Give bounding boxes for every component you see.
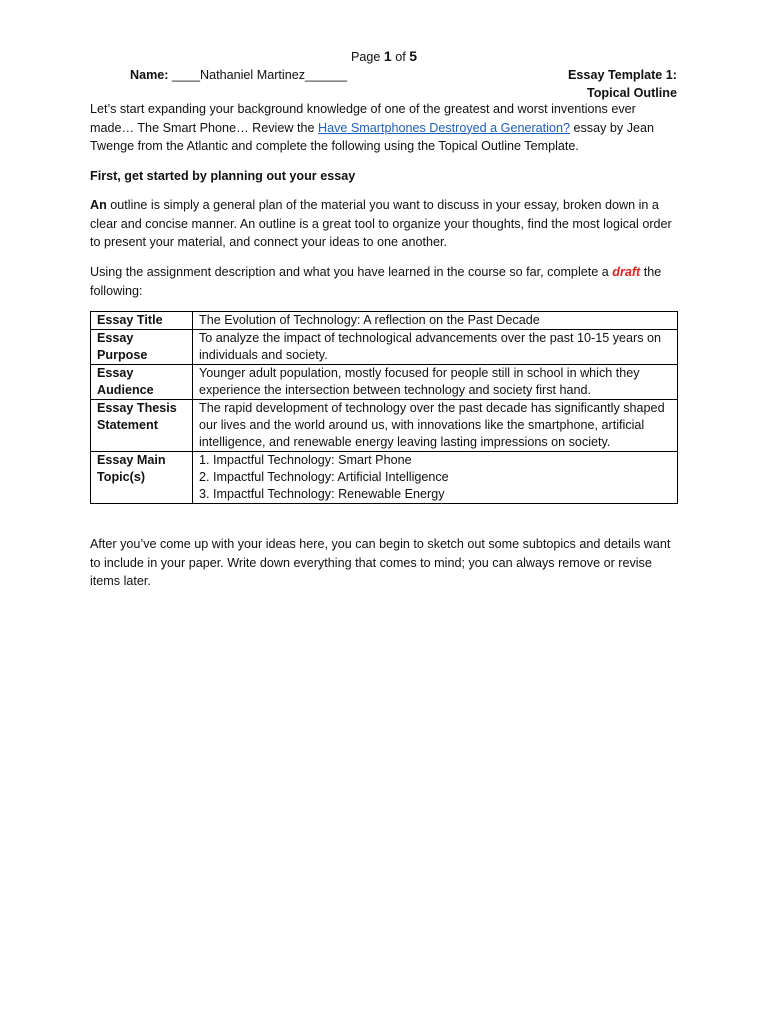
outline-table (90, 311, 678, 504)
name-value: ____Nathaniel Martinez______ (168, 68, 348, 82)
instruction-paragraph (90, 263, 680, 300)
intro-text-end: essay by Jean Twenge from the Atlantic and complete the following using the Topical Outline Template. (90, 120, 655, 153)
row-value[interactable] (193, 330, 678, 365)
row-value-line: 2. Impactful Technology: Artificial Intelligence (199, 470, 449, 484)
row-value-line: 1. Impactful Technology: Smart Phone (199, 453, 412, 467)
row-value-line: Younger adult population, mostly focused for people still in school in which they experience the intersection between technology and society first hand. (199, 366, 640, 397)
table-row (91, 452, 678, 504)
template-label-line2: Topical Outline (586, 86, 677, 100)
page-number (0, 47, 768, 67)
outline-lead-word: An (90, 198, 107, 212)
table-row (91, 312, 678, 330)
intro-paragraph (90, 100, 680, 156)
instruction-text-start: Using the assignment description and what you have learned in the course so far, complete a (90, 265, 613, 279)
page-prefix: Page (350, 50, 381, 64)
row-value[interactable] (193, 452, 678, 504)
row-value[interactable] (193, 312, 678, 330)
page-current: 1 (383, 48, 392, 64)
name-label: Name: (130, 68, 169, 82)
row-label: Essay Thesis Statement (91, 400, 193, 452)
name-line (130, 66, 347, 85)
intro-text-start: Let’s start expanding your background knowledge of one of the greatest and worst inventions ever made… The Smart Phone… Review the (90, 102, 636, 135)
outline-text: outline is simply a general plan of the material you want to discuss in your essay, broken down in a clear and concise manner. An outline is a great tool to organize your thoughts, find the most logical order to present your material, and connect your ideas to one another. (90, 198, 672, 249)
row-value-line: The Evolution of Technology: A reflection on the Past Decade (199, 313, 540, 327)
section-heading: First, get started by planning out your essay (90, 169, 356, 183)
template-label-line1: Essay Template 1: (568, 68, 677, 82)
row-value[interactable] (193, 400, 678, 452)
outline-table-body (91, 312, 678, 504)
row-label: Essay Audience (91, 365, 193, 400)
table-row (91, 400, 678, 452)
template-label (568, 66, 677, 102)
row-label: Essay Purpose (91, 330, 193, 365)
row-label: Essay Title (91, 312, 193, 330)
row-value[interactable] (193, 365, 678, 400)
row-label: Essay Main Topic(s) (91, 452, 193, 504)
table-row (91, 365, 678, 400)
table-row (91, 330, 678, 365)
row-value-line: 3. Impactful Technology: Renewable Energy (199, 487, 445, 501)
instruction-text-end: the following: (90, 265, 662, 298)
row-value-line: The rapid development of technology over the past decade has significantly shaped our lives and the world around us, with innovations like the smartphone, artificial intelligence, and renewable energy leaving lasting impressions on society. (199, 401, 665, 449)
row-value-line: To analyze the impact of technological advancements over the past 10-15 years on individuals and society. (199, 331, 662, 362)
closing-paragraph: After you’ve come up with your ideas here, you can begin to sketch out some subtopics and details want to include in your paper. Write down everything that comes to mind; you can always remove or revise items later. (90, 537, 671, 588)
article-link[interactable]: Have Smartphones Destroyed a Generation? (317, 120, 570, 135)
page-of: of (395, 50, 406, 64)
draft-emphasis: draft (612, 265, 641, 279)
outline-paragraph (90, 196, 680, 252)
page-total: 5 (409, 48, 418, 64)
